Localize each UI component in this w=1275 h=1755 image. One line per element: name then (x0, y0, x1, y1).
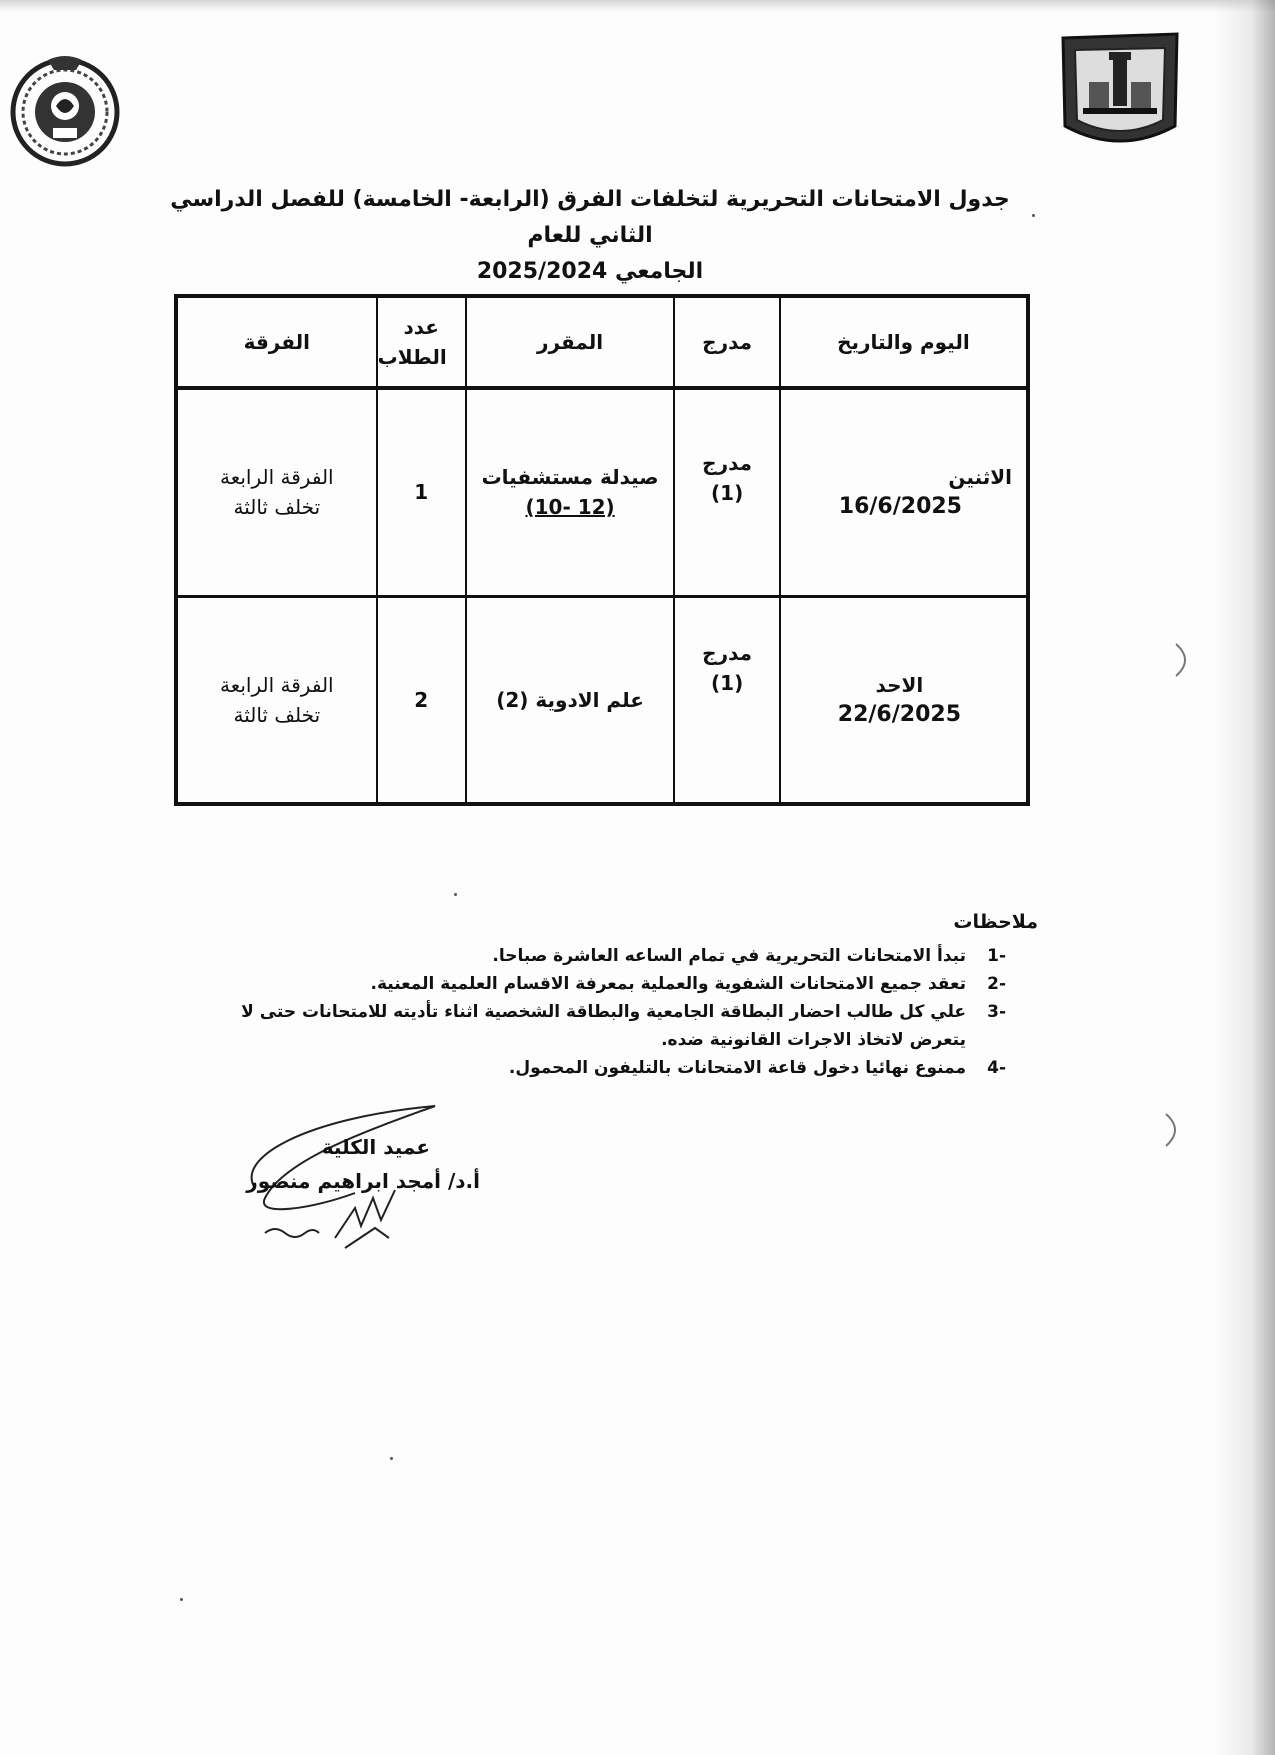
notes-section (188, 908, 1038, 1082)
table-row (176, 596, 1028, 804)
notes-list (188, 942, 1038, 1082)
university-emblem-logo (1055, 28, 1185, 153)
title-line-1: جدول الامتحانات التحريرية لتخلفات الفرق (الرابعة- الخامسة) للفصل الدراسي الثاني للعام (170, 187, 1010, 248)
exam-date: 22/6/2025 (837, 701, 962, 727)
cell-student-count: 1 (377, 388, 466, 596)
cell-level (176, 596, 377, 804)
list-item (188, 942, 1006, 970)
scan-hole-mark (1172, 640, 1196, 680)
level-name: الفرقة الرابعة (219, 672, 334, 697)
hall-label: مدرج (702, 640, 753, 665)
note-text: تبدأ الامتحانات التحريرية في تمام الساعه العاشرة صباحا. (492, 946, 966, 966)
scan-speck (180, 1598, 183, 1601)
note-number: 2- (987, 974, 1006, 994)
column-header-student-count: عدد الطلاب (377, 296, 466, 388)
cell-hall (674, 388, 779, 596)
cell-course (466, 596, 675, 804)
level-status: تخلف ثالثة (233, 495, 321, 520)
faculty-seal-logo (8, 48, 122, 176)
column-header-level: الفرقة (176, 296, 377, 388)
cell-course (466, 388, 675, 596)
list-item (188, 998, 1006, 1054)
note-number: 4- (987, 1058, 1006, 1078)
level-status: تخلف ثالثة (233, 702, 321, 727)
document-title (150, 182, 1030, 290)
day-name: الاثنين (948, 465, 1012, 490)
cell-day-date (780, 388, 1028, 596)
course-time: (10- 12) (525, 495, 615, 520)
signature-name: أ.د/ أمجد ابراهيم منصور (246, 1169, 480, 1193)
note-number: 1- (987, 946, 1006, 966)
scan-speck (454, 893, 457, 896)
note-text: ممنوع نهائيا دخول قاعة الامتحانات بالتليفون المحمول. (508, 1058, 966, 1078)
hall-label: مدرج (702, 451, 753, 475)
note-text: تعقد جميع الامتحانات الشفوية والعملية بمعرفة الاقسام العلمية المعنية. (370, 974, 966, 994)
hall-number: (1) (711, 670, 744, 695)
level-name: الفرقة الرابعة (219, 465, 334, 490)
course-name: علم الادوية (2) (496, 687, 644, 712)
signature-block (230, 1130, 480, 1198)
scan-speck (390, 1457, 393, 1460)
list-item (188, 1054, 1006, 1082)
table-row (176, 388, 1028, 596)
day-name: الاحد (875, 672, 924, 697)
hall-number: (1) (711, 481, 744, 505)
title-line-2: الجامعي 2025/2024 (476, 259, 704, 284)
list-item (188, 970, 1006, 998)
signature-title: عميد الكلية (321, 1135, 430, 1159)
scan-speck (1032, 214, 1035, 217)
scan-edge-right (1215, 0, 1275, 1755)
column-header-day-date: اليوم والتاريخ (780, 296, 1028, 388)
cell-student-count: 2 (377, 596, 466, 804)
notes-title: ملاحظات (953, 911, 1038, 933)
course-name: صيدلة مستشفيات (481, 465, 659, 490)
cell-hall (674, 596, 779, 804)
cell-level (176, 388, 377, 596)
note-text: علي كل طالب احضار البطاقة الجامعية والبطاقة الشخصية اثناء تأديته للامتحانات حتى لا يتعرض لاتخاذ الاجرات القانونية ضده. (241, 1002, 966, 1050)
exam-date: 16/6/2025 (838, 494, 962, 520)
scan-edge-top (0, 0, 1275, 12)
table-header-row (176, 296, 1028, 388)
column-header-course: المقرر (466, 296, 675, 388)
scan-hole-mark (1162, 1110, 1186, 1150)
note-number: 3- (987, 1002, 1006, 1022)
column-header-hall: مدرج (674, 296, 779, 388)
exam-schedule-table (174, 294, 1030, 806)
cell-day-date (780, 596, 1028, 804)
